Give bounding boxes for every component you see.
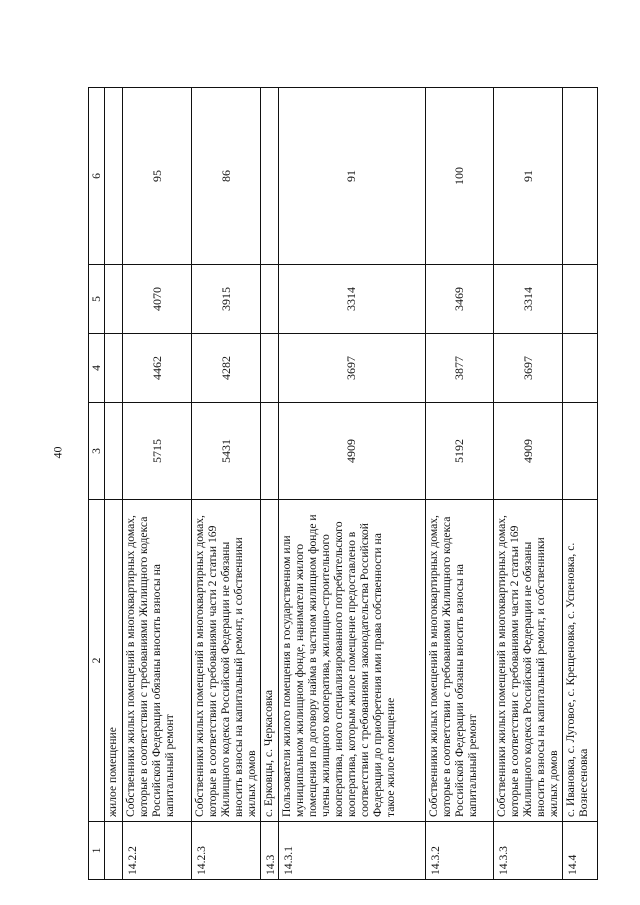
row-col-5: 4070 bbox=[123, 265, 192, 334]
row-col-5: 3469 bbox=[425, 265, 494, 334]
row-code: 14.2.3 bbox=[192, 822, 261, 880]
row-text: Пользователи жилого помещения в государственном или муниципальном жилищном фонде, наниматели жилого помещения по договору найма в частном жилищном фонде и члены жилищного кооператива, жилищно-строительного кооператива, иного специализированного потребительского кооператива, которым жилое помещение предоставлено в соответствии с требованиями законодательства Российской Федерации до приобретения ими права собственности на такое жилое помещение bbox=[279, 500, 425, 822]
header-row bbox=[89, 88, 105, 880]
rotated-table-container bbox=[88, 88, 598, 880]
row-col-3: 5192 bbox=[425, 403, 494, 500]
row-code: 14.4 bbox=[563, 822, 598, 880]
row-col-3: 5715 bbox=[123, 403, 192, 500]
row-code: 14.3.3 bbox=[494, 822, 563, 880]
row-col-3: 4909 bbox=[279, 403, 425, 500]
row-col-4 bbox=[261, 334, 279, 403]
row-col-3: 4909 bbox=[494, 403, 563, 500]
table-row bbox=[192, 88, 261, 880]
row-col-6: 91 bbox=[494, 88, 563, 265]
table-row bbox=[563, 88, 598, 880]
row-col-5 bbox=[105, 265, 123, 334]
row-col-5: 3314 bbox=[279, 265, 425, 334]
row-col-6 bbox=[105, 88, 123, 265]
row-text: Собственники жилых помещений в многоквартирных домах, которые в соответствии с требованиями Жилищного кодекса Российской Федерации обязаны вносить взносы на капитальный ремонт bbox=[425, 500, 494, 822]
row-col-4: 3697 bbox=[279, 334, 425, 403]
row-col-6: 86 bbox=[192, 88, 261, 265]
row-col-4: 3697 bbox=[494, 334, 563, 403]
row-col-4 bbox=[105, 334, 123, 403]
row-text: Собственники жилых помещений в многоквартирных домах, которые в соответствии с требованиями Жилищного кодекса Российской Федерации обязаны вносить взносы на капитальный ремонт bbox=[123, 500, 192, 822]
row-col-4: 3877 bbox=[425, 334, 494, 403]
header-col-2: 2 bbox=[89, 500, 105, 822]
row-col-4 bbox=[563, 334, 598, 403]
row-text: жилое помещение bbox=[105, 500, 123, 822]
row-code: 14.3.1 bbox=[279, 822, 425, 880]
table-row bbox=[105, 88, 123, 880]
row-col-6: 95 bbox=[123, 88, 192, 265]
row-col-3: 5431 bbox=[192, 403, 261, 500]
row-col-6 bbox=[563, 88, 598, 265]
row-text: с. Ивановка, с. Луговое, с. Крещеновка, с. Успеновка, с. Вознесеновка bbox=[563, 500, 598, 822]
table-row bbox=[261, 88, 279, 880]
table-row bbox=[494, 88, 563, 880]
row-code: 14.2.2 bbox=[123, 822, 192, 880]
row-col-6: 100 bbox=[425, 88, 494, 265]
table-row bbox=[279, 88, 425, 880]
row-col-3 bbox=[261, 403, 279, 500]
header-col-3: 3 bbox=[89, 403, 105, 500]
row-code: 14.3.2 bbox=[425, 822, 494, 880]
row-code bbox=[105, 822, 123, 880]
row-text: с. Ерковцы, с. Черкасовка bbox=[261, 500, 279, 822]
row-col-5 bbox=[563, 265, 598, 334]
row-col-5: 3314 bbox=[494, 265, 563, 334]
table-row bbox=[123, 88, 192, 880]
row-col-4: 4462 bbox=[123, 334, 192, 403]
row-col-6 bbox=[261, 88, 279, 265]
row-col-6: 91 bbox=[279, 88, 425, 265]
row-code: 14.3 bbox=[261, 822, 279, 880]
row-col-3 bbox=[563, 403, 598, 500]
row-text: Собственники жилых помещений в многоквартирных домах, которые в соответствии с требованиями части 2 статьи 169 Жилищного кодекса Российской Федерации не обязаны вносить взносы на капитальный ремонт, и собственники жилых домов bbox=[494, 500, 563, 822]
tariff-table bbox=[88, 87, 598, 880]
table-row bbox=[425, 88, 494, 880]
page-number: 40 bbox=[50, 446, 65, 459]
header-col-5: 5 bbox=[89, 265, 105, 334]
row-col-5: 3915 bbox=[192, 265, 261, 334]
row-text: Собственники жилых помещений в многоквартирных домах, которые в соответствии с требованиями части 2 статьи 169 Жилищного кодекса Российской Федерации не обязаны вносить взносы на капитальный ремонт, и собственники жилых домов bbox=[192, 500, 261, 822]
header-col-1: 1 bbox=[89, 822, 105, 880]
row-col-4: 4282 bbox=[192, 334, 261, 403]
row-col-5 bbox=[261, 265, 279, 334]
header-col-4: 4 bbox=[89, 334, 105, 403]
header-col-6: 6 bbox=[89, 88, 105, 265]
row-col-3 bbox=[105, 403, 123, 500]
